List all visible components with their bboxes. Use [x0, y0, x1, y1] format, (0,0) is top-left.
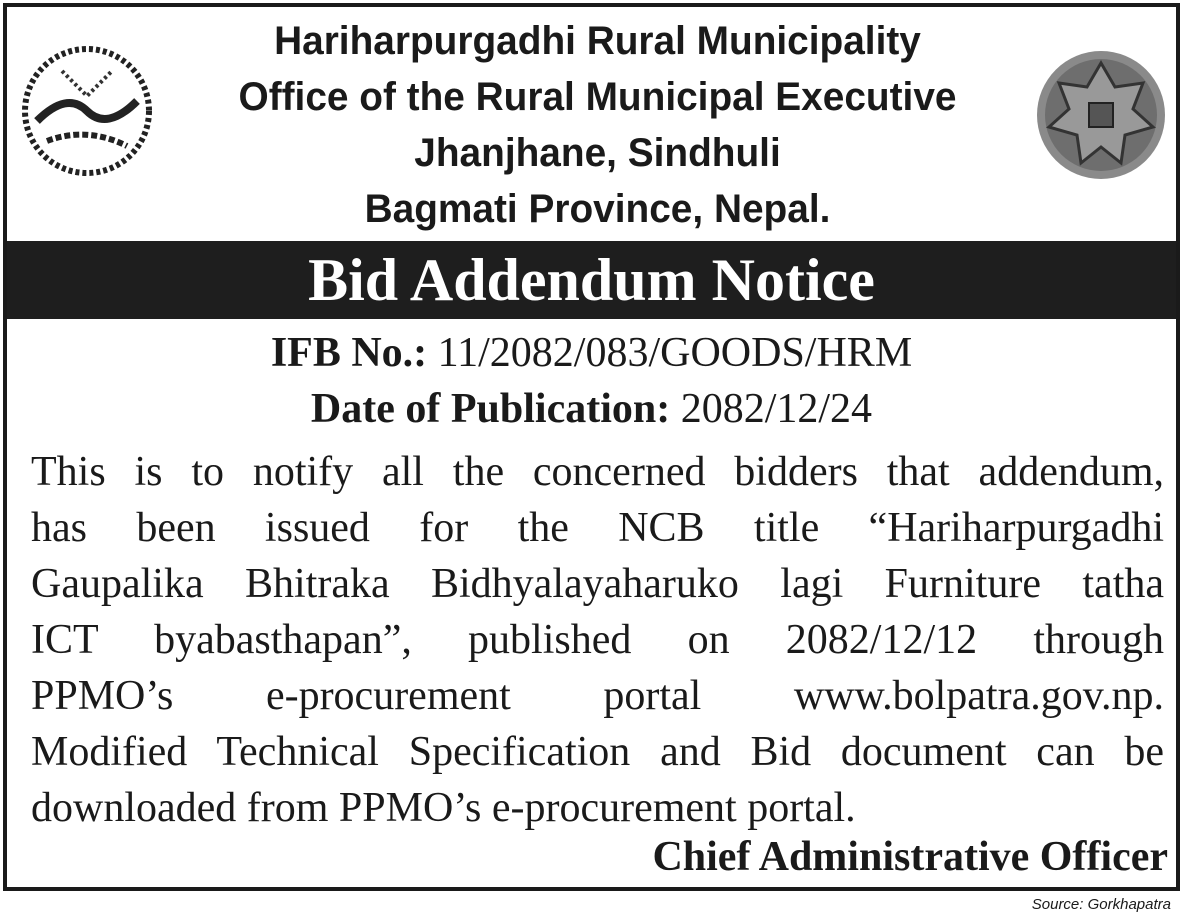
ifb-value: 11/2082/083/GOODS/HRM	[437, 330, 913, 376]
notice-title: Bid Addendum Notice	[7, 241, 1176, 319]
publication-date	[7, 385, 1176, 433]
body-line: has been issued for the NCB title “Hariharpurgadhi	[31, 505, 1164, 551]
body-line: This is to notify all the concerned bidders that addendum,	[31, 449, 1164, 495]
municipality-name: Hariharpurgadhi Rural Municipality	[274, 19, 921, 63]
source-credit: Source: Gorkhapatra	[1031, 896, 1171, 913]
ifb-number	[7, 329, 1176, 377]
body-line: Modified Technical Specification and Bid document can be	[31, 729, 1164, 775]
office-location: Jhanjhane, Sindhuli	[414, 131, 781, 175]
office-name: Office of the Rural Municipal Executive	[238, 75, 957, 119]
body-line: Gaupalika Bhitraka Bidhyalayaharuko lagi Furniture tatha	[31, 561, 1164, 607]
ifb-label: IFB No.:	[270, 330, 428, 376]
publication-label: Date of Publication:	[310, 386, 671, 432]
body-line: ICT byabasthapan”, published on 2082/12/12 through	[31, 617, 1164, 663]
municipality-seal-logo	[1033, 47, 1169, 183]
notice-frame	[3, 3, 1180, 891]
publication-value: 2082/12/24	[680, 386, 873, 432]
notice-header	[7, 7, 1176, 241]
province-country: Bagmati Province, Nepal.	[364, 187, 831, 231]
body-line: downloaded from PPMO’s e-procurement portal.	[31, 785, 856, 831]
notice-body	[31, 444, 1164, 836]
body-line: PPMO’s e-procurement portal www.bolpatra.gov.np.	[31, 673, 1164, 719]
signatory: Chief Administrative Officer	[652, 834, 1168, 880]
